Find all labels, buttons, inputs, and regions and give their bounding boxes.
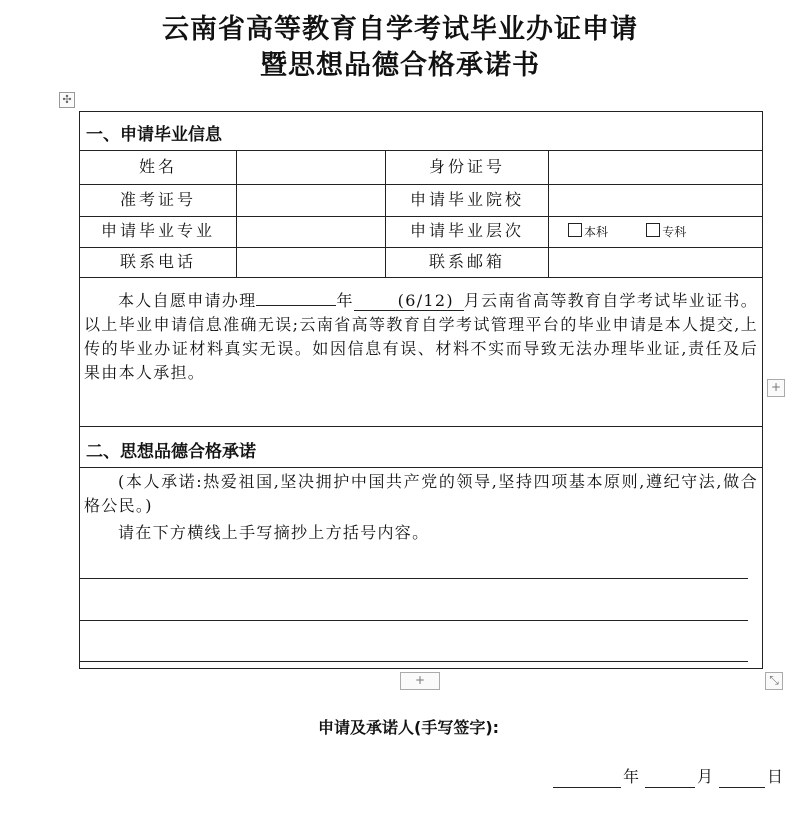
application-table (79, 111, 763, 669)
junior-college-checkbox[interactable]: 专科 (646, 221, 686, 240)
exam-number-field[interactable] (237, 184, 384, 215)
section2-heading: 二、思想品德合格承诺 (86, 442, 256, 462)
degree-level-label: 申请毕业层次 (409, 221, 524, 240)
exam-number-label: 准考证号 (119, 190, 196, 209)
handwriting-line-2[interactable] (80, 620, 748, 621)
sign-year-blank[interactable] (553, 787, 621, 788)
name-field[interactable] (237, 151, 384, 183)
graduation-school-field[interactable] (549, 184, 762, 215)
email-field[interactable] (549, 246, 762, 276)
id-number-field[interactable] (549, 151, 762, 183)
phone-field[interactable] (237, 246, 384, 276)
sign-day-label: 日 (767, 767, 784, 786)
year-blank[interactable] (256, 305, 336, 306)
email-label: 联系邮箱 (428, 252, 505, 271)
checkbox-square-icon (568, 223, 582, 237)
checkbox-square-icon (646, 223, 660, 237)
add-row-button[interactable]: + (400, 672, 440, 690)
document-title-line1: 云南省高等教育自学考试毕业办证申请 (162, 14, 638, 45)
declaration-paragraph: 本人自愿申请办理 年 (6/12) 月云南省高等教育自学考试毕业证书。以上毕业申请信息准确无误;云南省高等教育自学考试管理平台的毕业申请是本人提交,上传的毕业办证材料真实无误。如因信息有误、材料不实而导致无法办理毕业证,责任及后果由本人承担。 (84, 291, 758, 382)
section1-heading: 一、申请毕业信息 (86, 125, 222, 145)
phone-label: 联系电话 (119, 252, 196, 271)
add-column-button[interactable]: + (767, 379, 785, 397)
name-label: 姓名 (138, 157, 177, 176)
table-move-handle-icon[interactable]: ✣ (59, 92, 75, 108)
major-label: 申请毕业专业 (100, 221, 215, 240)
table-resize-icon[interactable]: ⤡ (765, 672, 783, 690)
copy-instruction: 请在下方横线上手写摘抄上方括号内容。 (118, 523, 430, 542)
bachelor-checkbox[interactable]: 本科 (568, 221, 608, 240)
handwriting-line-3[interactable] (80, 661, 748, 662)
handwriting-line-1[interactable] (80, 578, 748, 579)
major-field[interactable] (237, 215, 384, 246)
graduation-school-label: 申请毕业院校 (409, 190, 524, 209)
sign-month-blank[interactable] (645, 787, 695, 788)
batch-blank: (6/12) (354, 292, 464, 311)
signature-label: 申请及承诺人(手写签字): (318, 718, 500, 737)
document-title-line2: 暨思想品德合格承诺书 (260, 50, 540, 81)
id-number-label: 身份证号 (428, 157, 505, 176)
sign-year-label: 年 (623, 767, 640, 786)
pledge-text: (本人承诺:热爱祖国,坚决拥护中国共产党的领导,坚持四项基本原则,遵纪守法,做合格公民。) (84, 472, 758, 515)
sign-month-label: 月 (697, 767, 714, 786)
sign-day-blank[interactable] (719, 787, 765, 788)
degree-level-options (568, 215, 762, 248)
